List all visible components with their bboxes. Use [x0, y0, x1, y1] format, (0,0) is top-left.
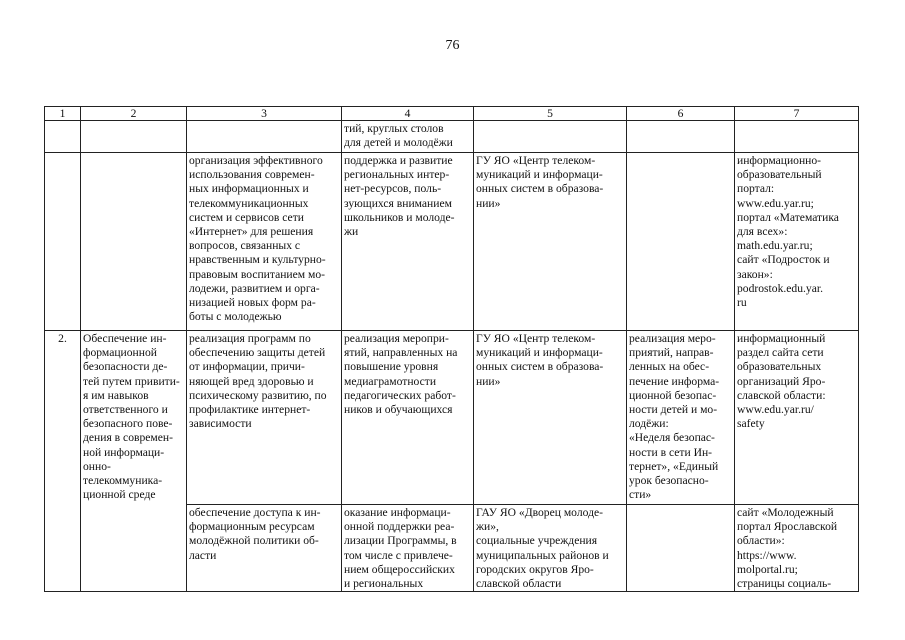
cell-events — [627, 505, 735, 592]
cell-activity: реализация меропри- ятий, направленных на повышение уровня медиаграмотности педагогических работ- ников и обучающихся — [342, 331, 474, 505]
cell-resources: информационно- образовательный портал: www.edu.yar.ru; портал «Математика для всех»: math.edu.yar.ru; сайт «Подросток и закон»: podrostok.edu.yar. ru — [735, 153, 859, 331]
cell-events — [627, 153, 735, 331]
page-number: 76 — [445, 38, 460, 53]
cell-number — [45, 121, 81, 153]
cell-events: реализация меро- приятий, направ- ленных на обес- печение информа- ционной безопас- ности детей и мо- лодёжи: «Неделя безопас- ности в сети Ин- тернет», «Единый урок безопасно- сти» — [627, 331, 735, 505]
column-header-3: 3 — [187, 107, 342, 121]
cell-number: 2. — [45, 331, 81, 592]
cell-events — [627, 121, 735, 153]
column-header-7: 7 — [735, 107, 859, 121]
cell-task: Обеспечение ин- формационной безопасности де- тей путем привити- я им навыков ответственного и безопасного пове- дения в современ- ной информаци- онно- телекоммуника- ционной среде — [81, 331, 187, 592]
cell-executor — [474, 121, 627, 153]
column-header-1: 1 — [45, 107, 81, 121]
column-header-6: 6 — [627, 107, 735, 121]
cell-resources: сайт «Молодежный портал Ярославской области»: https://www. molportal.ru; страницы социаль- — [735, 505, 859, 592]
cell-resources — [735, 121, 859, 153]
table-row — [45, 121, 859, 153]
cell-direction: обеспечение доступа к ин- формационным ресурсам молодёжной политики об- ласти — [187, 505, 342, 592]
column-header-4: 4 — [342, 107, 474, 121]
cell-executor: ГАУ ЯО «Дворец молоде- жи», социальные учреждения муниципальных районов и городских округов Яро- славской области — [474, 505, 627, 592]
cell-executor: ГУ ЯО «Центр телеком- муникаций и информаци- онных систем в образова- нии» — [474, 331, 627, 505]
cell-number — [45, 153, 81, 331]
column-header-5: 5 — [474, 107, 627, 121]
cell-task — [81, 153, 187, 331]
cell-activity: оказание информаци- онной поддержки реа- лизации Программы, в том числе с привлече- нием общероссийских и региональных — [342, 505, 474, 592]
program-table — [44, 106, 859, 592]
cell-executor: ГУ ЯО «Центр телеком- муникаций и информаци- онных систем в образова- нии» — [474, 153, 627, 331]
cell-activity: поддержка и развитие региональных интер- нет-ресурсов, поль- зующихся вниманием школьников и молоде- жи — [342, 153, 474, 331]
cell-direction: организация эффективного использования современ- ных информационных и телекоммуникационных систем и сервисов сети «Интернет» для решения вопросов, связанных с нравственным и культурно- правовым воспитанием мо- лодежи, развитием и орга- низацией новых форм ра- боты с молодежью — [187, 153, 342, 331]
cell-task — [81, 121, 187, 153]
table-row — [45, 153, 859, 331]
cell-direction: реализация программ по обеспечению защиты детей от информации, причи- няющей вред здоровью и психическому развитию, по профилактике интернет- зависимости — [187, 331, 342, 505]
cell-activity: тий, круглых столов для детей и молодёжи — [342, 121, 474, 153]
table-row — [45, 331, 859, 505]
cell-resources: информационный раздел сайта сети образовательных организаций Яро- славской области: www.edu.yar.ru/ safety — [735, 331, 859, 505]
header-row — [45, 107, 859, 121]
cell-direction — [187, 121, 342, 153]
column-header-2: 2 — [81, 107, 187, 121]
